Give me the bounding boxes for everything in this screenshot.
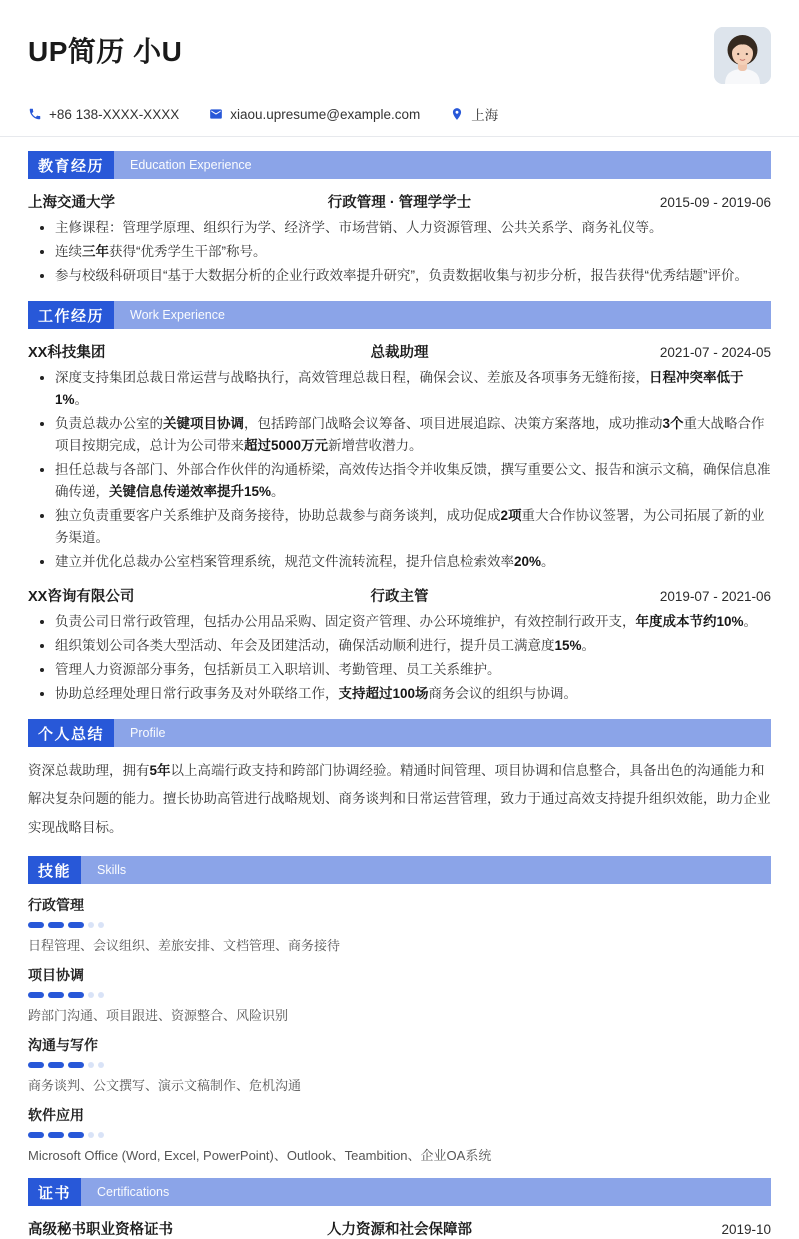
section-header-bar — [28, 151, 771, 179]
entry-organization: 高级秘书职业资格证书 — [28, 1222, 173, 1239]
entry-header — [28, 191, 771, 212]
skill-description: 跨部门沟通、项目跟进、资源整合、风险识别 — [28, 1008, 289, 1024]
section-title-en: Skills — [97, 863, 127, 878]
section-header-bar — [28, 1178, 771, 1206]
contact-text: xiaou.upresume@example.com — [230, 106, 421, 122]
contact-item — [450, 104, 498, 124]
bullet-list — [28, 367, 771, 573]
skill-description: 商务谈判、公文撰写、演示文稿制作、危机沟通 — [28, 1078, 302, 1094]
skill-rating — [28, 922, 771, 928]
skill-name: 沟通与写作 — [28, 1037, 98, 1054]
skill-name: 软件应用 — [28, 1107, 84, 1124]
entry-date: 2019-07 - 2021-06 — [659, 589, 771, 604]
section-title-zh: 教育经历 — [28, 151, 114, 179]
bullet-item: 主修课程：管理学原理、组织行为学、经济学、市场营销、人力资源管理、公共关系学、商务礼仪等。 — [28, 217, 771, 239]
bullet-item: 担任总裁与各部门、外部合作伙伴的沟通桥梁，高效传达指令并收集反馈，撰写重要公文、报告和演示文稿，确保信息准确传递，关键信息传递效率提升15%。 — [28, 459, 771, 503]
profile-summary: 资深总裁助理，拥有5年以上高端行政支持和跨部门协调经验。精通时间管理、项目协调和信息整合，具备出色的沟通能力和解决复杂问题的能力。擅长协助高管进行战略规划、商务谈判和日常运营管理，致力于通过高效支持提升组织效能，助力企业实现战略目标。 — [28, 763, 771, 835]
resume-body — [28, 151, 771, 1239]
rating-filled-segment — [68, 1062, 84, 1068]
section-header-bar — [28, 856, 771, 884]
section-profile — [28, 719, 771, 842]
rating-filled-segment — [28, 992, 44, 998]
rating-filled-segment — [48, 922, 64, 928]
rating-empty-dot — [88, 1062, 94, 1068]
skill-name: 项目协调 — [28, 967, 84, 984]
resume-header — [28, 0, 771, 137]
section-work — [28, 301, 771, 705]
rating-filled-segment — [48, 1062, 64, 1068]
bullet-item: 负责公司日常行政管理，包括办公用品采购、固定资产管理、办公环境维护，有效控制行政开支，年度成本节约10%。 — [28, 611, 771, 633]
phone-icon — [28, 107, 42, 121]
rating-filled-segment — [28, 1062, 44, 1068]
section-title-en: Education Experience — [130, 158, 252, 172]
rating-filled-segment — [48, 992, 64, 998]
rating-filled-segment — [28, 922, 44, 928]
header-divider — [0, 136, 799, 137]
rating-empty-dot — [98, 1132, 104, 1138]
location-icon — [450, 107, 464, 121]
entry-role: 行政管理 · 管理学学士 — [327, 195, 472, 211]
section-title-en: Work Experience — [130, 308, 225, 322]
mail-icon — [209, 107, 223, 121]
skill-block — [28, 1035, 771, 1094]
rating-empty-dot — [98, 922, 104, 928]
contact-item — [28, 107, 179, 122]
section-education — [28, 151, 771, 287]
section-certifications — [28, 1178, 771, 1239]
section-skills — [28, 856, 771, 1164]
entry-date: 2015-09 - 2019-06 — [659, 195, 771, 210]
rating-filled-segment — [28, 1132, 44, 1138]
section-title-en: Certifications — [97, 1185, 170, 1200]
section-title-zh: 工作经历 — [28, 301, 114, 329]
entry-header — [28, 585, 771, 606]
rating-empty-dot — [98, 1062, 104, 1068]
bullet-item: 管理人力资源部分事务，包括新员工入职培训、考勤管理、员工关系维护。 — [28, 659, 771, 681]
entry-date: 2019-10 — [721, 1222, 771, 1238]
profile-photo-illustration — [714, 27, 771, 84]
bullet-item: 建立并优化总裁办公室档案管理系统，规范文件流转流程，提升信息检索效率20%。 — [28, 551, 771, 573]
entry-date: 2021-07 - 2024-05 — [659, 345, 771, 360]
entry-organization: XX科技集团 — [28, 345, 106, 361]
contact-text: +86 138-XXXX-XXXX — [49, 106, 180, 122]
rating-empty-dot — [88, 992, 94, 998]
rating-filled-segment — [68, 992, 84, 998]
skill-name: 行政管理 — [28, 897, 84, 914]
contact-text: 上海 — [471, 108, 499, 123]
skill-block — [28, 1105, 771, 1164]
section-title-zh: 证书 — [28, 1178, 81, 1206]
bullet-item: 深度支持集团总裁日常运营与战略执行，高效管理总裁日程，确保会议、差旅及各项事务无缝衔接，日程冲突率低于1%。 — [28, 367, 771, 411]
bullet-item: 参与校级科研项目“基于大数据分析的企业行政效率提升研究”，负责数据收集与初步分析，报告获得“优秀结题”评价。 — [28, 265, 771, 287]
bullet-item: 协助总经理处理日常行政事务及对外联络工作，支持超过100场商务会议的组织与协调。 — [28, 683, 771, 705]
bullet-item: 负责总裁办公室的关键项目协调，包括跨部门战略会议筹备、项目进展追踪、决策方案落地，成功推动3个重大战略合作项目按期完成，总计为公司带来超过5000万元新增营收潜力。 — [28, 413, 771, 457]
entry-header — [28, 341, 771, 362]
rating-filled-segment — [48, 1132, 64, 1138]
bullet-item: 连续三年获得“优秀学生干部”称号。 — [28, 241, 771, 263]
skill-rating — [28, 1062, 771, 1068]
page-title: UP简历 小U — [28, 36, 183, 67]
rating-filled-segment — [68, 1132, 84, 1138]
skill-rating — [28, 1132, 771, 1138]
section-header-bar — [28, 719, 771, 747]
rating-empty-dot — [98, 992, 104, 998]
entry-role: 行政主管 — [370, 589, 429, 605]
bullet-item: 独立负责重要客户关系维护及商务接待，协助总裁参与商务谈判，成功促成2项重大合作协议签署，为公司拓展了新的业务渠道。 — [28, 505, 771, 549]
section-title-zh: 个人总结 — [28, 719, 114, 747]
rating-empty-dot — [88, 1132, 94, 1138]
skill-rating — [28, 992, 771, 998]
skill-description: 日程管理、会议组织、差旅安排、文档管理、商务接待 — [28, 938, 341, 954]
skill-description: Microsoft Office (Word, Excel, PowerPoint)、Outlook、Teambition、企业OA系统 — [28, 1148, 492, 1164]
contact-item — [209, 107, 420, 122]
bullet-list — [28, 611, 771, 705]
rating-filled-segment — [68, 922, 84, 928]
entry-organization: XX咨询有限公司 — [28, 589, 135, 605]
header-row — [28, 0, 771, 84]
profile-photo — [714, 27, 771, 84]
section-header-bar — [28, 301, 771, 329]
bullet-item: 组织策划公司各类大型活动、年会及团建活动，确保活动顺利进行，提升员工满意度15%。 — [28, 635, 771, 657]
section-title-en: Profile — [130, 726, 166, 740]
entry-role: 总裁助理 — [370, 345, 429, 361]
section-title-zh: 技能 — [28, 856, 81, 884]
entry-organization: 上海交通大学 — [28, 195, 115, 211]
entry-role: 人力资源和社会保障部 — [327, 1222, 472, 1239]
bullet-list — [28, 217, 771, 287]
contact-row — [28, 104, 771, 124]
skill-block — [28, 895, 771, 954]
rating-empty-dot — [88, 922, 94, 928]
entry-header — [28, 1218, 771, 1239]
skill-block — [28, 965, 771, 1024]
